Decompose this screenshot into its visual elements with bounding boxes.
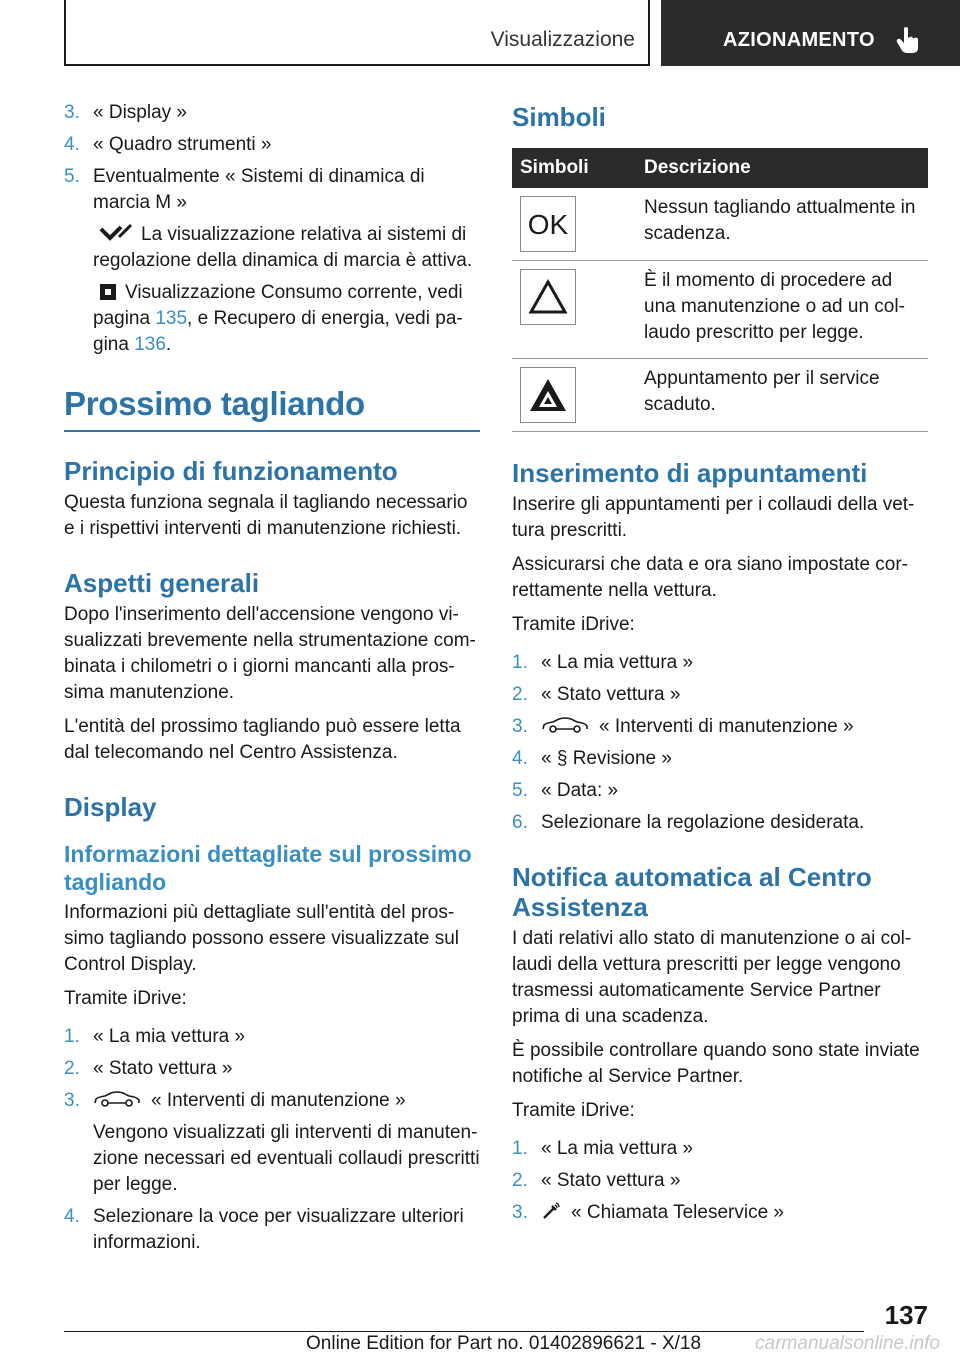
list-text: « Display »	[93, 102, 187, 123]
list-text: « Stato vettura »	[541, 684, 681, 705]
list-item	[512, 682, 928, 708]
page-ref-135[interactable]: 135	[155, 308, 188, 329]
dynamics-note-text: La visualizzazione relativa ai sistemi di regolazione della dinamica di marcia è attiva.	[93, 224, 473, 271]
list-number: 6.	[512, 812, 528, 833]
symbols-table	[512, 148, 928, 432]
list-text: Selezionare la regolazione desiderata.	[541, 812, 865, 833]
header-rule-left	[64, 0, 66, 66]
car-icon	[541, 717, 589, 733]
header-rule-bottom	[64, 64, 648, 66]
general-paragraph-1: Dopo l'inserimento dell'accensione vengono vi-sualizzati brevemente nella strumentazione com-binata i chilometri o i giorni mancanti alla pros-sima manutenzione.	[64, 604, 476, 703]
list-number: 1.	[512, 1138, 528, 1159]
list-item	[64, 1024, 480, 1050]
right-column	[512, 102, 928, 1232]
warning-filled-icon	[520, 367, 576, 423]
warning-outline-icon	[520, 269, 576, 325]
entry-paragraph-2: Assicurarsi che data e ora siano impostate cor-rettamente nella vettura.	[512, 554, 909, 601]
footer-edition: Online Edition for Part no. 01402896621 - X/18	[306, 1333, 702, 1354]
list-text: « La mia vettura »	[93, 1026, 246, 1047]
header-separator	[648, 0, 650, 66]
list-number: 3.	[64, 102, 80, 123]
list-item	[512, 778, 928, 804]
list-number: 2.	[512, 1170, 528, 1191]
table-cell-icon	[512, 261, 644, 359]
list-number: 4.	[64, 1206, 80, 1227]
watermark: carmanualsonline.info	[755, 1333, 940, 1354]
list-item	[64, 132, 480, 158]
display-steps-list	[64, 100, 480, 358]
list-text: « Stato vettura »	[93, 1058, 233, 1079]
principle-heading: Principio di funzionamento	[64, 456, 398, 486]
list-item	[64, 1088, 480, 1198]
list-item	[512, 746, 928, 772]
footer-rule	[64, 1331, 864, 1332]
list-text: « Interventi di manutenzione »	[151, 1090, 406, 1111]
list-item	[512, 714, 928, 740]
list-number: 3.	[512, 1202, 528, 1223]
list-item	[512, 1200, 928, 1226]
header-chapter-tab	[661, 0, 960, 66]
consumption-note	[93, 280, 480, 358]
table-cell-desc: Appuntamento per il service scaduto.	[644, 359, 928, 432]
table-header-row	[512, 148, 928, 188]
principle-paragraph: Questa funziona segnala il tagliando necessario e i rispettivi interventi di manutenzione richiesti.	[64, 492, 468, 539]
square-indicator-icon	[99, 283, 117, 301]
page-number: 137	[884, 1300, 928, 1330]
list-item	[512, 810, 928, 836]
table-row	[512, 359, 928, 432]
list-text: Eventualmente « Sistemi di dinamica di marcia M »	[93, 166, 425, 213]
list-text: « La mia vettura »	[541, 652, 694, 673]
list-item	[512, 650, 928, 676]
list-text: « Stato vettura »	[541, 1170, 681, 1191]
entry-steps-list	[512, 650, 928, 836]
list-number: 2.	[512, 684, 528, 705]
page-ref-136[interactable]: 136	[134, 334, 166, 355]
table-row	[512, 188, 928, 261]
consumption-note-text-mid: , e Recupero di energia, vedi pa-gina	[93, 308, 463, 355]
notify-paragraph-2: È possibile controllare quando sono state inviate notifiche al Service Partner.	[512, 1040, 920, 1087]
step-subtext: Vengono visualizzati gli interventi di manuten-zione necessari ed eventuali collaudi prescritti per legge.	[93, 1122, 480, 1195]
general-paragraph-2: L'entità del prossimo tagliando può essere letta dal telecomando nel Centro Assistenza.	[64, 716, 461, 763]
table-header-symbols: Simboli	[512, 148, 644, 188]
svg-text:OK: OK	[527, 209, 569, 239]
header-chapter-label: AZIONAMENTO	[723, 29, 875, 51]
teleservice-icon	[541, 1201, 561, 1221]
list-item	[64, 1204, 480, 1256]
list-number: 2.	[64, 1058, 80, 1079]
left-column	[64, 100, 480, 1262]
table-header-description: Descrizione	[644, 148, 928, 188]
checkmark-slash-icon	[99, 223, 133, 243]
list-item	[64, 164, 480, 358]
list-number: 5.	[512, 780, 528, 801]
entry-paragraph-1: Inserire gli appuntamenti per i collaudi della vet-tura prescritti.	[512, 494, 915, 541]
list-item	[512, 1136, 928, 1162]
list-text: « Chiamata Teleservice »	[571, 1202, 784, 1223]
list-item	[64, 1056, 480, 1082]
header-section-title: Visualizzazione	[490, 28, 635, 51]
list-number: 1.	[64, 1026, 80, 1047]
list-item	[64, 100, 480, 126]
list-text: « Interventi di manutenzione »	[599, 716, 854, 737]
car-icon	[93, 1091, 141, 1107]
table-cell-desc: È il momento di procedere ad una manutenzione o ad un col-laudo prescritto per legge.	[644, 261, 928, 359]
list-text: « La mia vettura »	[541, 1138, 694, 1159]
notify-paragraph-1: I dati relativi allo stato di manutenzione o ai col-laudi della vettura prescritti per legge vengono trasmessi automaticamente Service Partner prima di una scadenza.	[512, 928, 912, 1027]
list-number: 4.	[64, 134, 80, 155]
entry-heading: Inserimento di appuntamenti	[512, 458, 868, 488]
general-heading: Aspetti generali	[64, 568, 260, 598]
list-number: 3.	[512, 716, 528, 737]
table-row	[512, 261, 928, 359]
list-item	[512, 1168, 928, 1194]
dynamics-note	[93, 222, 480, 274]
list-text: « Quadro strumenti »	[93, 134, 272, 155]
display-heading: Display	[64, 792, 157, 822]
table-cell-icon	[512, 359, 644, 432]
consumption-note-text-end: .	[165, 334, 172, 355]
ok-icon	[520, 196, 576, 252]
consumption-note-text: Visualizzazione Consumo corrente, vedi pagina	[93, 282, 463, 329]
detail-steps-list	[64, 1024, 480, 1256]
table-cell-desc: Nessun tagliando attualmente in scadenza.	[644, 188, 928, 261]
via-idrive-label: Tramite iDrive:	[512, 614, 635, 635]
list-number: 1.	[512, 652, 528, 673]
list-number: 5.	[64, 166, 80, 187]
list-text: Selezionare la voce per visualizzare ulteriori informazioni.	[93, 1206, 464, 1253]
via-idrive-label: Tramite iDrive:	[64, 988, 187, 1009]
table-cell-icon	[512, 188, 644, 261]
list-text: « § Revisione »	[541, 748, 672, 769]
main-heading: Prossimo tagliando	[64, 384, 480, 432]
list-text: « Data: »	[541, 780, 619, 801]
notify-heading: Notifica automatica al Centro Assistenza	[512, 862, 872, 922]
symbols-heading: Simboli	[512, 102, 606, 132]
list-number: 4.	[512, 748, 528, 769]
detail-heading: Informazioni dettagliate sul prossimo tagliando	[64, 841, 472, 895]
via-idrive-label: Tramite iDrive:	[512, 1100, 635, 1121]
hand-pointer-icon	[895, 26, 921, 54]
detail-paragraph: Informazioni più dettagliate sull'entità del pros-simo tagliando possono essere visualizzate sul Control Display.	[64, 902, 459, 975]
list-number: 3.	[64, 1090, 80, 1111]
notify-steps-list	[512, 1136, 928, 1226]
